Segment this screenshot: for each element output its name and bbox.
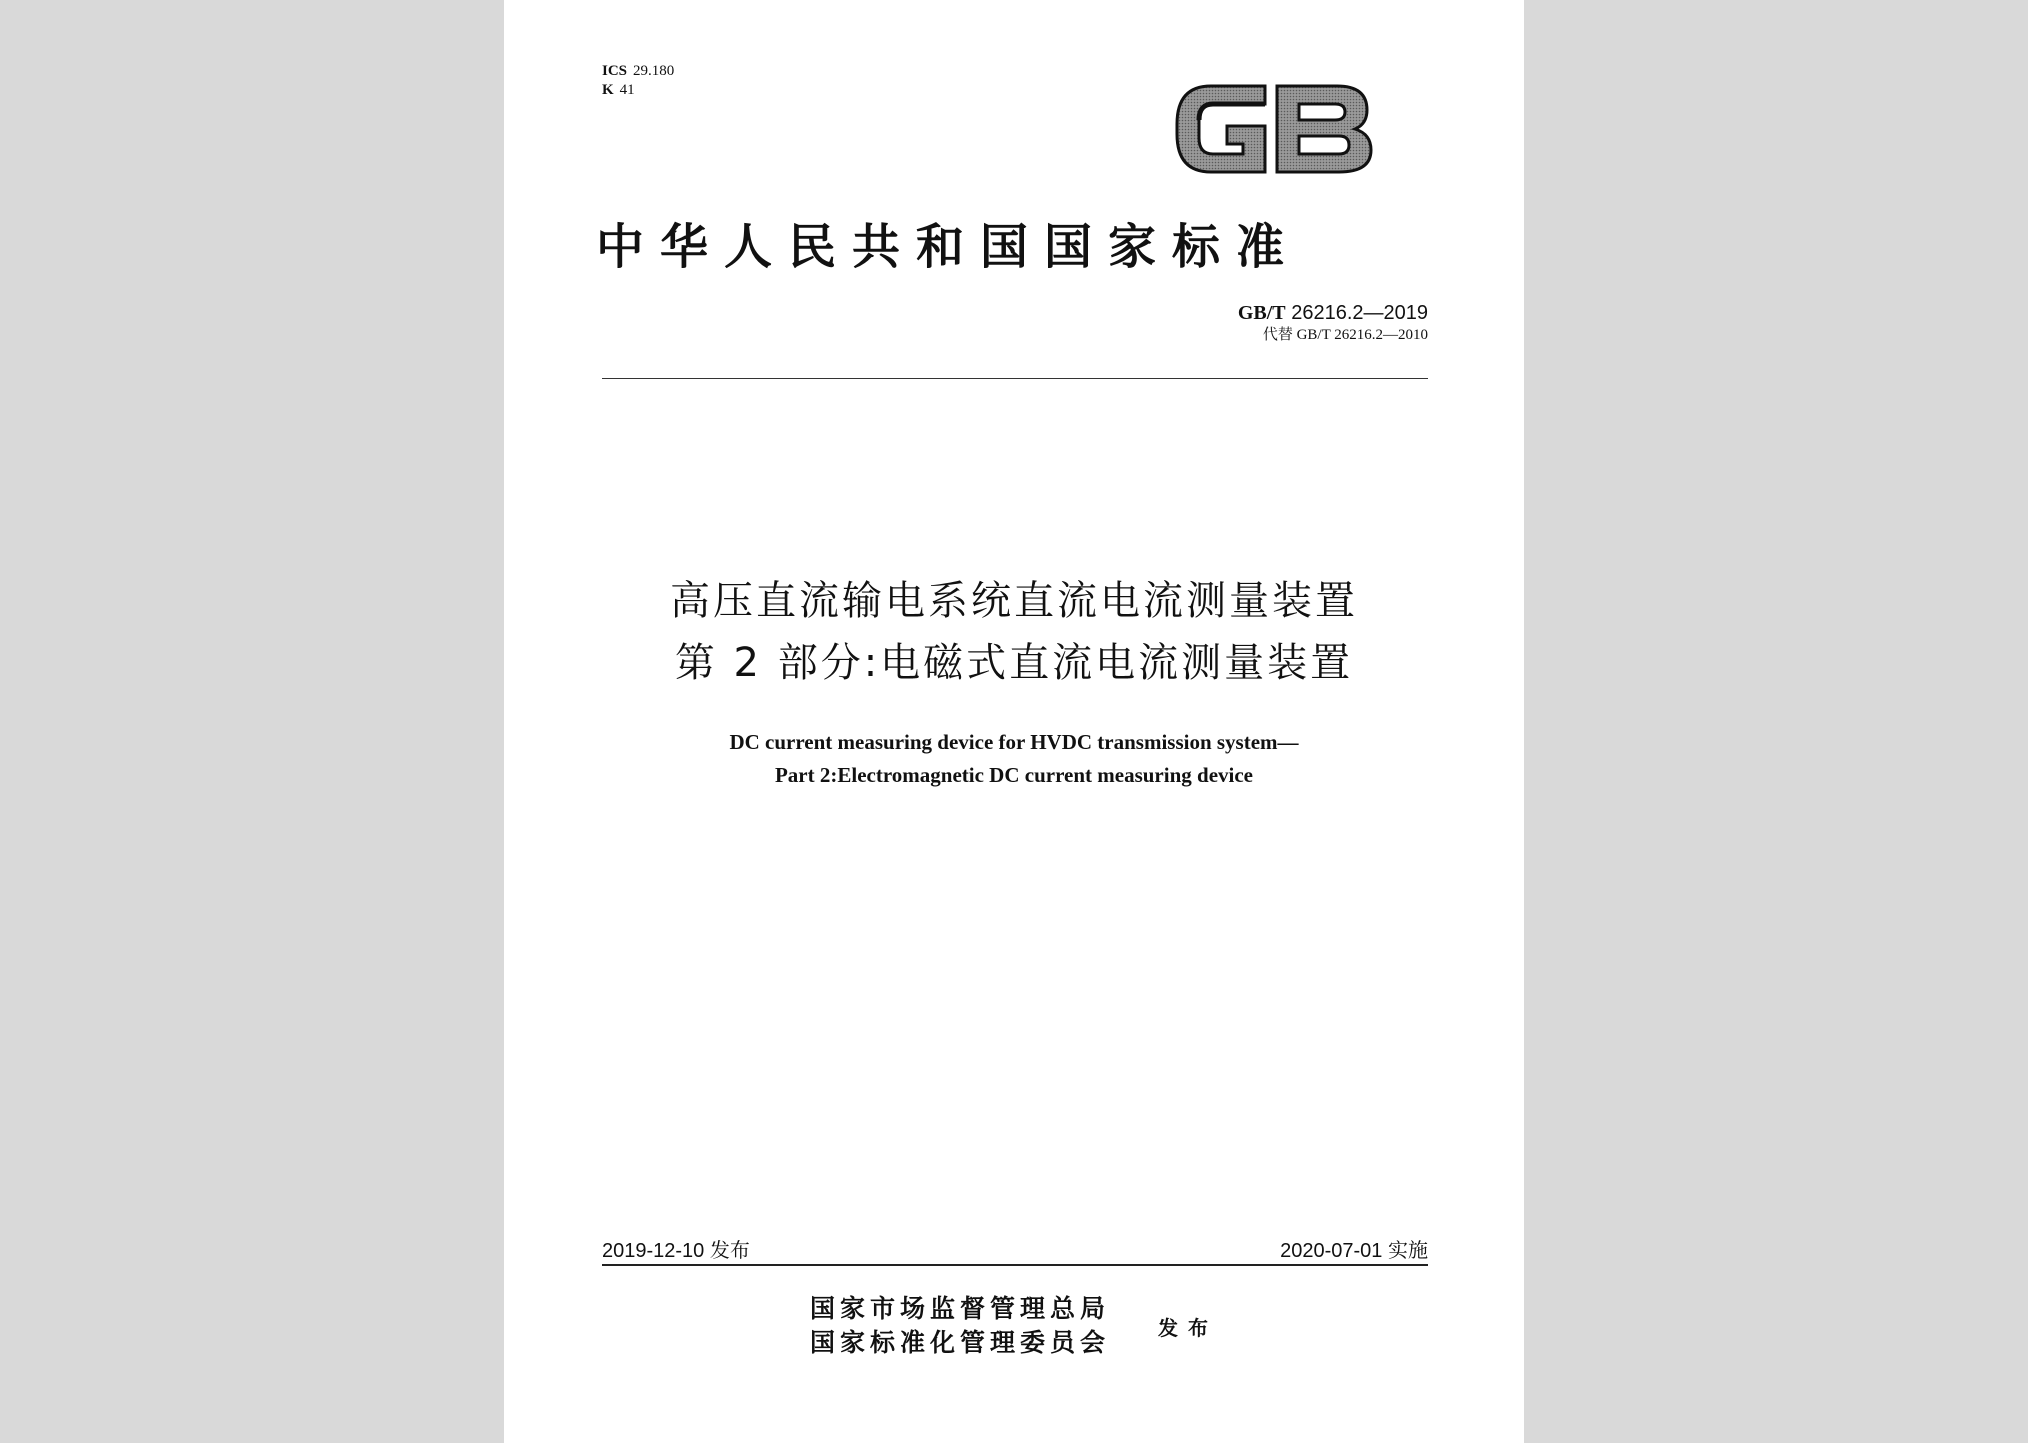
english-title-line-1: DC current measuring device for HVDC transmission system— — [729, 730, 1299, 754]
chinese-title — [504, 570, 1524, 694]
standard-prefix: GB/T — [1237, 302, 1286, 324]
ics-line — [602, 62, 674, 81]
ccs-value: 41 — [619, 82, 635, 98]
ccs-line — [602, 81, 674, 100]
gb-logo — [1169, 74, 1379, 184]
english-title-line-2: Part 2:Electromagnetic DC current measuring device — [774, 763, 1253, 787]
logo-letter-g — [1177, 86, 1265, 172]
standard-code: 26216.2—2019 — [1291, 302, 1428, 324]
issue-date: 2019-12-10 发布 — [602, 1240, 750, 1262]
ics-label: ICS — [602, 63, 628, 79]
publisher-2: 国家标准化管理委员会 — [810, 1328, 1111, 1357]
publish-label: 发布 — [1158, 1316, 1218, 1340]
chinese-title-line-2: 第 2 部分:电磁式直流电流测量装置 — [674, 640, 1354, 686]
publishing-organizations — [810, 1292, 1110, 1360]
publisher-1: 国家市场监督管理总局 — [810, 1294, 1111, 1323]
document-page — [504, 0, 1524, 1443]
classification-codes — [602, 62, 674, 100]
chinese-title-line-1: 高压直流输电系统直流电流测量装置 — [670, 578, 1358, 624]
standard-number — [1238, 300, 1428, 326]
implementation-date: 2020-07-01 实施 — [1280, 1240, 1428, 1262]
logo-letter-b — [1277, 86, 1371, 172]
standard-number-block — [1238, 300, 1428, 344]
footer-divider — [602, 1264, 1428, 1266]
issuing-authority-title: 中华人民共和国国家标准 — [596, 219, 1301, 275]
english-title — [504, 726, 1524, 792]
ccs-label: K — [602, 82, 614, 98]
header-divider — [602, 378, 1428, 379]
replaces-standard: 代替 GB/T 26216.2—2010 — [1262, 327, 1428, 343]
ics-value: 29.180 — [633, 63, 675, 79]
